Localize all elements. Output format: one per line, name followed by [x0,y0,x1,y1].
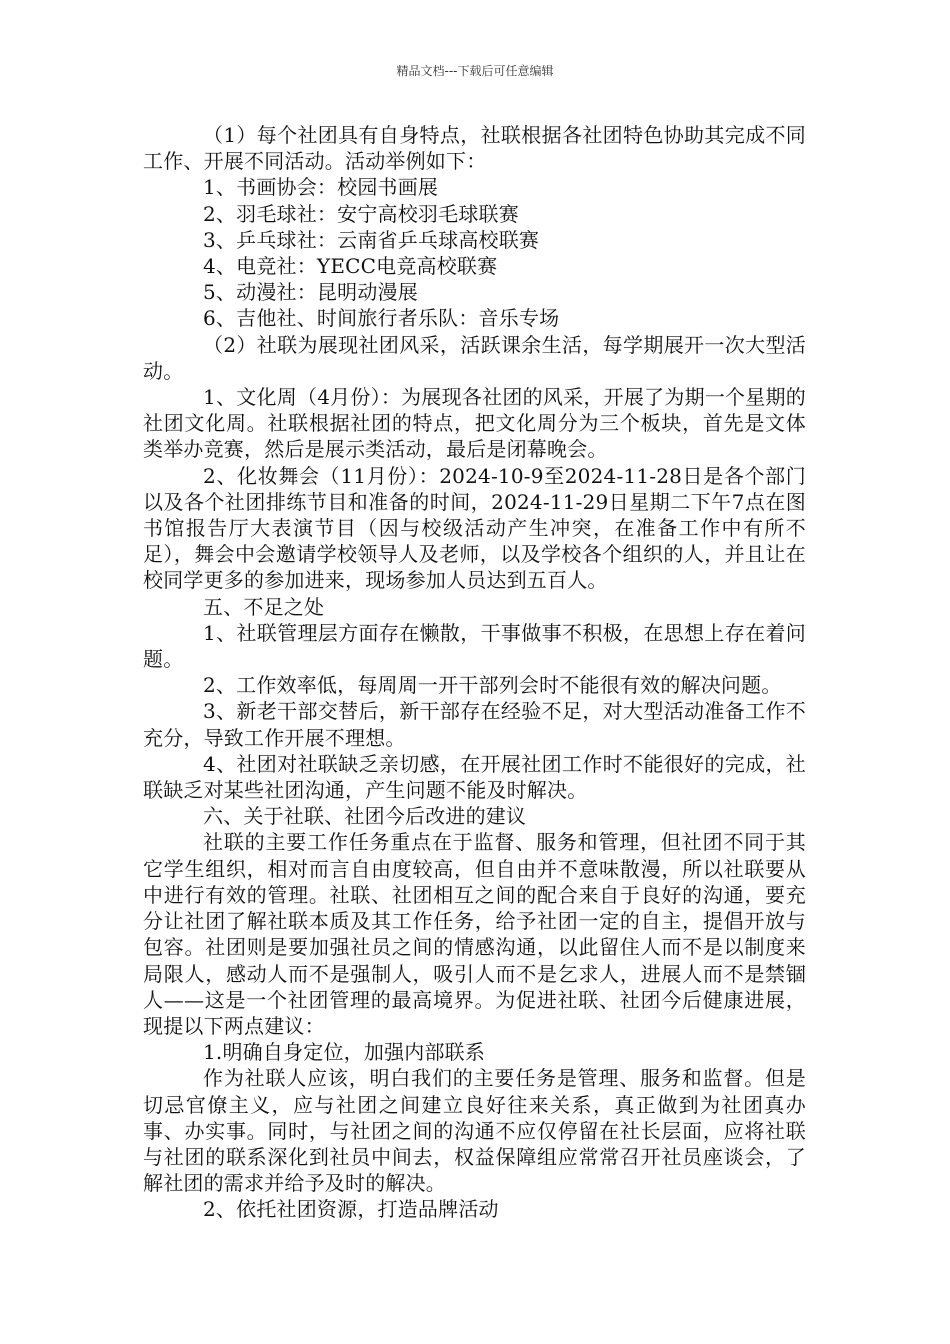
paragraph: 3、新老干部交替后，新干部存在经验不足，对大型活动准备工作不充分，导致工作开展不理想。 [143,699,806,750]
list-item: 4、电竞社：YECC电竞高校联赛 [203,254,498,279]
subsection-heading: 1.明确自身定位，加强内部联系 [203,1040,486,1065]
paragraph: 作为社联人应该，明白我们的主要任务是管理、服务和监督。但是切忌官僚主义，应与社团之间建立良好往来关系，真正做到为社团真办事、办实事。同时，与社团之间的沟通不应仅停留在社长层面，应将社联与社团的联系深化到社员中间去，权益保障组应常常召开社员座谈会，了解社团的需求并给予及时的解决。 [143,1066,806,1196]
paragraph: 1、文化周（4月份）：为展现各社团的风采，开展了为期一个星期的社团文化周。社联根据社团的特点，把文化周分为三个板块，首先是文体类举办竞赛，然后是展示类活动，最后是闭幕晚会。 [143,385,806,462]
section-heading: 五、不足之处 [203,594,325,619]
paragraph: 4、社团对社联缺乏亲切感，在开展社团工作时不能很好的完成，社联缺乏对某些社团沟通，产生问题不能及时解决。 [143,751,806,803]
paragraph: 2、化妆舞会（11月份）：2024-10-9至2024-11-28日是各个部门以及各个社团排练节目和准备的时间，2024-11-29日星期二下午7点在图书馆报告厅大表演节目（因与校级活动产生冲突，在准备工作中有所不足），舞会中会邀请学校领导人及老师，以及学校各个组织的人，并且让在校同学更多的参加进来，现场参加人员达到五百人。 [143,463,806,593]
list-item: 6、吉他社、时间旅行者乐队：音乐专场 [203,306,560,331]
subsection-heading: 2、依托社团资源，打造品牌活动 [203,1197,499,1222]
paragraph: 1、社联管理层方面存在懒散，干事做事不积极，在思想上存在着问题。 [143,620,806,672]
paragraph: 2、工作效率低，每周周一开干部列会时不能很有效的解决问题。 [203,673,782,698]
paragraph: （2）社联为展现社团风采，活跃课余生活，每学期展开一次大型活动。 [143,332,806,383]
paragraph: （1）每个社团具有自身特点，社联根据各社团特色协助其完成不同工作、开展不同活动。活动举例如下： [143,123,806,174]
document-body [143,122,806,1223]
list-item: 3、乒乓球社：云南省乒乓球高校联赛 [203,227,540,252]
paragraph: 社联的主要工作任务重点在于监督、服务和管理，但社团不同于其它学生组织，相对而言自由度较高，但自由并不意味散漫，所以社联要从中进行有效的管理。社联、社团相互之间的配合来自于良好的沟通，要充分让社团了解社联本质及其工作任务，给予社团一定的自主，提倡开放与包容。社团则是要加强社员之间的情感沟通，以此留住人而不是以制度来局限人，感动人而不是强制人，吸引人而不是乞求人，进展人而不是禁锢人——这是一个社团管理的最高境界。为促进社联、社团今后健康进展，现提以下两点建议： [143,830,806,1038]
list-item: 5、动漫社：昆明动漫展 [203,280,418,305]
section-heading: 六、关于社联、社团今后改进的建议 [203,804,527,829]
list-item: 2、羽毛球社：安宁高校羽毛球联赛 [203,201,519,226]
list-item: 1、书画协会：校园书画展 [203,175,439,200]
page-header: 精品文档---下载后可任意编辑 [396,64,554,78]
